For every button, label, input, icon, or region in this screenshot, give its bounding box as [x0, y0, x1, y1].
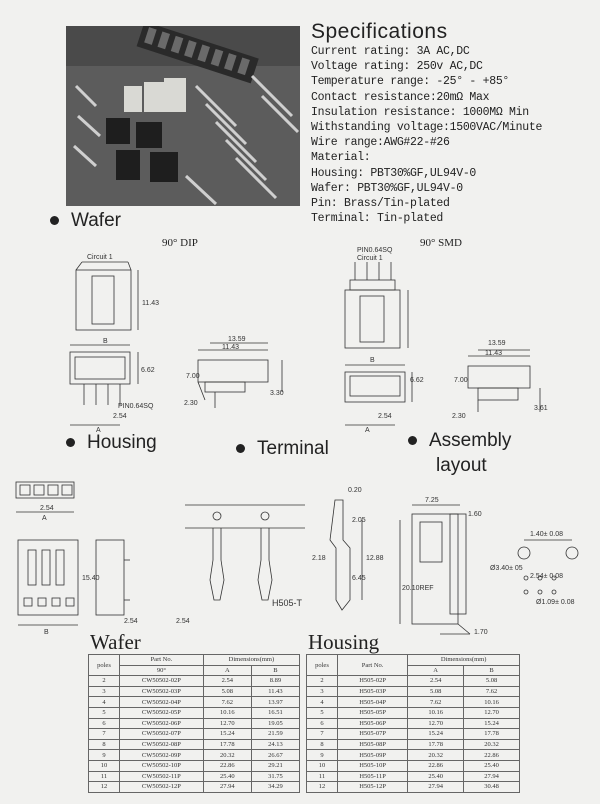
column-header: poles: [307, 655, 338, 676]
table-cell: 20.32: [464, 739, 520, 750]
dim-label: A: [96, 427, 101, 434]
dim-label: 11.43: [485, 350, 502, 357]
table-cell: H505-03P: [338, 686, 408, 697]
table-row: [89, 686, 300, 697]
table-cell: 27.94: [464, 771, 520, 782]
dim-label: 13.59: [488, 340, 506, 347]
dim-label: 1.40± 0.08: [530, 531, 564, 538]
dim-label: 1.70: [474, 629, 488, 636]
table-cell: H505-11P: [338, 771, 408, 782]
dim-label: A: [42, 515, 47, 522]
table-cell: 12: [89, 782, 120, 793]
table-cell: 12.70: [203, 718, 251, 729]
table-row: [89, 718, 300, 729]
table-cell: 30.48: [464, 782, 520, 793]
table-cell: CW50502-08P: [120, 739, 204, 750]
column-header: Dimensions(mm): [203, 655, 299, 666]
table-cell: 19.05: [251, 718, 299, 729]
dim-label: 2.54: [378, 413, 392, 420]
table-cell: 22.86: [408, 760, 464, 771]
dim-label: 15.40: [82, 575, 100, 582]
table-cell: 13.97: [251, 697, 299, 708]
table-row: [89, 729, 300, 740]
table-cell: 20.32: [408, 750, 464, 761]
table-cell: 31.75: [251, 771, 299, 782]
table-cell: 5: [89, 707, 120, 718]
spec-line: Contact resistance:20mΩ Max: [311, 90, 490, 104]
table-cell: 5: [307, 707, 338, 718]
table-cell: 9: [307, 750, 338, 761]
spec-line: Pin: Brass/Tin-plated: [311, 197, 450, 211]
table-cell: 24.13: [251, 739, 299, 750]
dim-label: Ø1.09± 0.08: [536, 599, 575, 606]
column-header: 90°: [120, 665, 204, 676]
table-cell: 2.54: [408, 676, 464, 687]
table-row: [307, 676, 520, 687]
wafer-table: [88, 654, 300, 793]
table-cell: 4: [89, 697, 120, 708]
table-cell: 5.08: [408, 686, 464, 697]
table-cell: 9: [89, 750, 120, 761]
dim-label: 6.45: [352, 575, 366, 582]
assembly-heading-line2: layout: [436, 455, 487, 476]
table-cell: 34.29: [251, 782, 299, 793]
table-cell: 10.16: [203, 707, 251, 718]
wafer-heading: Wafer: [50, 210, 121, 232]
assembly-heading: Assembly: [408, 430, 511, 452]
dim-label: 11.43: [142, 300, 159, 307]
table-cell: 12.70: [408, 718, 464, 729]
spec-line: Housing: PBT30%GF,UL94V-0: [311, 166, 477, 180]
table-cell: H505-05P: [338, 707, 408, 718]
table-cell: 2: [307, 676, 338, 687]
housing-table: [306, 654, 520, 793]
dim-label: 1.60: [468, 511, 482, 518]
dim-label: 13.59: [228, 336, 246, 343]
dim-label: B: [44, 629, 49, 636]
column-header: B: [464, 665, 520, 676]
spec-line: Withstanding voltage:1500VAC/Minute: [311, 121, 543, 135]
housing-heading: Housing: [66, 432, 157, 454]
table-cell: 25.40: [408, 771, 464, 782]
dim-label: 3.61: [534, 405, 548, 412]
table-cell: 17.78: [408, 739, 464, 750]
dim-label: 7.00: [186, 373, 200, 380]
table-cell: H505-09P: [338, 750, 408, 761]
dim-label: B: [370, 357, 375, 364]
spec-line: Wire range:AWG#22-#26: [311, 136, 450, 150]
table-cell: 15.24: [203, 729, 251, 740]
table-cell: 15.24: [464, 718, 520, 729]
dim-label: 2.30: [184, 400, 198, 407]
smd-title: 90° SMD: [420, 237, 462, 249]
table-cell: 27.94: [203, 782, 251, 793]
table-cell: 2: [89, 676, 120, 687]
dip-title: 90° DIP: [162, 237, 198, 249]
table-cell: 7: [307, 729, 338, 740]
table-cell: 10.16: [464, 697, 520, 708]
table-cell: 20.32: [203, 750, 251, 761]
column-header: Part No.: [338, 655, 408, 676]
table-row: [307, 750, 520, 761]
dim-label: 2.54± 0.08: [530, 573, 564, 580]
table-cell: CW50502-05P: [120, 707, 204, 718]
circuit-label: Circuit 1: [357, 255, 383, 262]
dim-label: 2.54: [124, 618, 138, 625]
table-cell: CW50502-07P: [120, 729, 204, 740]
table-cell: 27.94: [408, 782, 464, 793]
table-row: [307, 729, 520, 740]
dim-label: 2.30: [452, 413, 466, 420]
table-row: [307, 739, 520, 750]
specifications-title: Specifications: [311, 20, 448, 43]
table-row: [89, 782, 300, 793]
dim-label: 2.05: [352, 517, 366, 524]
table-row: [307, 697, 520, 708]
spec-line: Insulation resistance: 1000MΩ Min: [311, 105, 529, 119]
table-row: [89, 760, 300, 771]
table-cell: 12.70: [464, 707, 520, 718]
table-cell: 17.78: [464, 729, 520, 740]
dim-label: 2.54: [113, 413, 127, 420]
column-header: Dimensions(mm): [408, 655, 520, 666]
table-cell: 10: [89, 760, 120, 771]
column-header: B: [251, 665, 299, 676]
table-cell: 10.16: [408, 707, 464, 718]
table-row: [307, 707, 520, 718]
table-cell: 29.21: [251, 760, 299, 771]
table-cell: H505-10P: [338, 760, 408, 771]
dim-label: 20.10REF: [402, 585, 434, 592]
table-row: [89, 739, 300, 750]
dim-label: 2.18: [312, 555, 326, 562]
table-cell: CW50502-10P: [120, 760, 204, 771]
spec-line: Wafer: PBT30%GF,UL94V-0: [311, 181, 463, 195]
table-cell: H505-04P: [338, 697, 408, 708]
table-cell: 17.78: [203, 739, 251, 750]
table-cell: 21.59: [251, 729, 299, 740]
pin-label: PIN0.64SQ: [118, 403, 154, 410]
table-cell: 4: [307, 697, 338, 708]
table-cell: H505-12P: [338, 782, 408, 793]
table-cell: 8.89: [251, 676, 299, 687]
table-cell: 6: [89, 718, 120, 729]
table-cell: 25.40: [203, 771, 251, 782]
table-cell: CW50502-03P: [120, 686, 204, 697]
table-cell: 15.24: [408, 729, 464, 740]
table-cell: 7.62: [408, 697, 464, 708]
dim-label: 2.54: [40, 505, 54, 512]
dim-label: 11.43: [222, 344, 239, 351]
dim-label: 6.62: [141, 367, 155, 374]
table-row: [89, 697, 300, 708]
table-cell: H505-06P: [338, 718, 408, 729]
table-cell: 6: [307, 718, 338, 729]
table-cell: 25.40: [464, 760, 520, 771]
column-header: A: [408, 665, 464, 676]
table-cell: 12: [307, 782, 338, 793]
spec-line: Voltage rating: 250v AC,DC: [311, 60, 483, 74]
column-header: poles: [89, 655, 120, 676]
table-row: [89, 707, 300, 718]
table-cell: 7: [89, 729, 120, 740]
dim-label: Ø3.40± 05: [490, 565, 523, 572]
housing-table-title: Housing: [308, 630, 380, 654]
table-cell: 5.08: [203, 686, 251, 697]
table-cell: CW50502-02P: [120, 676, 204, 687]
dim-label: 12.88: [366, 555, 384, 562]
terminal-part-label: H505-T: [272, 598, 303, 608]
table-cell: H505-08P: [338, 739, 408, 750]
table-cell: 11.43: [251, 686, 299, 697]
table-cell: 16.51: [251, 707, 299, 718]
table-cell: 8: [89, 739, 120, 750]
table-cell: H505-07P: [338, 729, 408, 740]
dim-label: 2.54: [176, 618, 190, 625]
column-header: Part No.: [120, 655, 204, 666]
dim-label: 7.25: [425, 497, 439, 504]
dim-label: A: [365, 427, 370, 434]
table-cell: CW50502-06P: [120, 718, 204, 729]
wafer-table-title: Wafer: [90, 630, 141, 654]
table-cell: 7.62: [203, 697, 251, 708]
table-row: [307, 718, 520, 729]
table-row: [307, 771, 520, 782]
table-cell: 3: [307, 686, 338, 697]
table-cell: 2.54: [203, 676, 251, 687]
table-cell: 11: [307, 771, 338, 782]
table-cell: CW50502-09P: [120, 750, 204, 761]
table-cell: 3: [89, 686, 120, 697]
table-cell: 22.86: [464, 750, 520, 761]
table-cell: 11: [89, 771, 120, 782]
table-cell: 26.67: [251, 750, 299, 761]
table-cell: 8: [307, 739, 338, 750]
table-row: [89, 771, 300, 782]
table-cell: CW50502-12P: [120, 782, 204, 793]
table-row: [307, 782, 520, 793]
table-cell: 7.62: [464, 686, 520, 697]
table-cell: CW50502-04P: [120, 697, 204, 708]
circuit-label: Circuit 1: [87, 254, 113, 261]
table-row: [307, 760, 520, 771]
table-row: [307, 686, 520, 697]
table-cell: H505-02P: [338, 676, 408, 687]
table-cell: CW50502-11P: [120, 771, 204, 782]
terminal-heading: Terminal: [236, 438, 329, 460]
pin-label: PIN0.64SQ: [357, 247, 393, 254]
table-row: [89, 676, 300, 687]
spec-line: Material:: [311, 151, 371, 165]
column-header: A: [203, 665, 251, 676]
table-cell: 10: [307, 760, 338, 771]
dim-label: B: [103, 338, 108, 345]
spec-line: Terminal: Tin-plated: [311, 212, 444, 226]
dim-label: 0.20: [348, 487, 362, 494]
dim-label: 6.62: [410, 377, 424, 384]
spec-line: Temperature range: -25° - +85°: [311, 75, 510, 89]
dim-label: 7.00: [454, 377, 468, 384]
table-row: [89, 750, 300, 761]
table-cell: 5.08: [464, 676, 520, 687]
spec-line: Current rating: 3A AC,DC: [311, 45, 470, 58]
table-cell: 22.86: [203, 760, 251, 771]
dim-label: 3.30: [270, 390, 284, 397]
